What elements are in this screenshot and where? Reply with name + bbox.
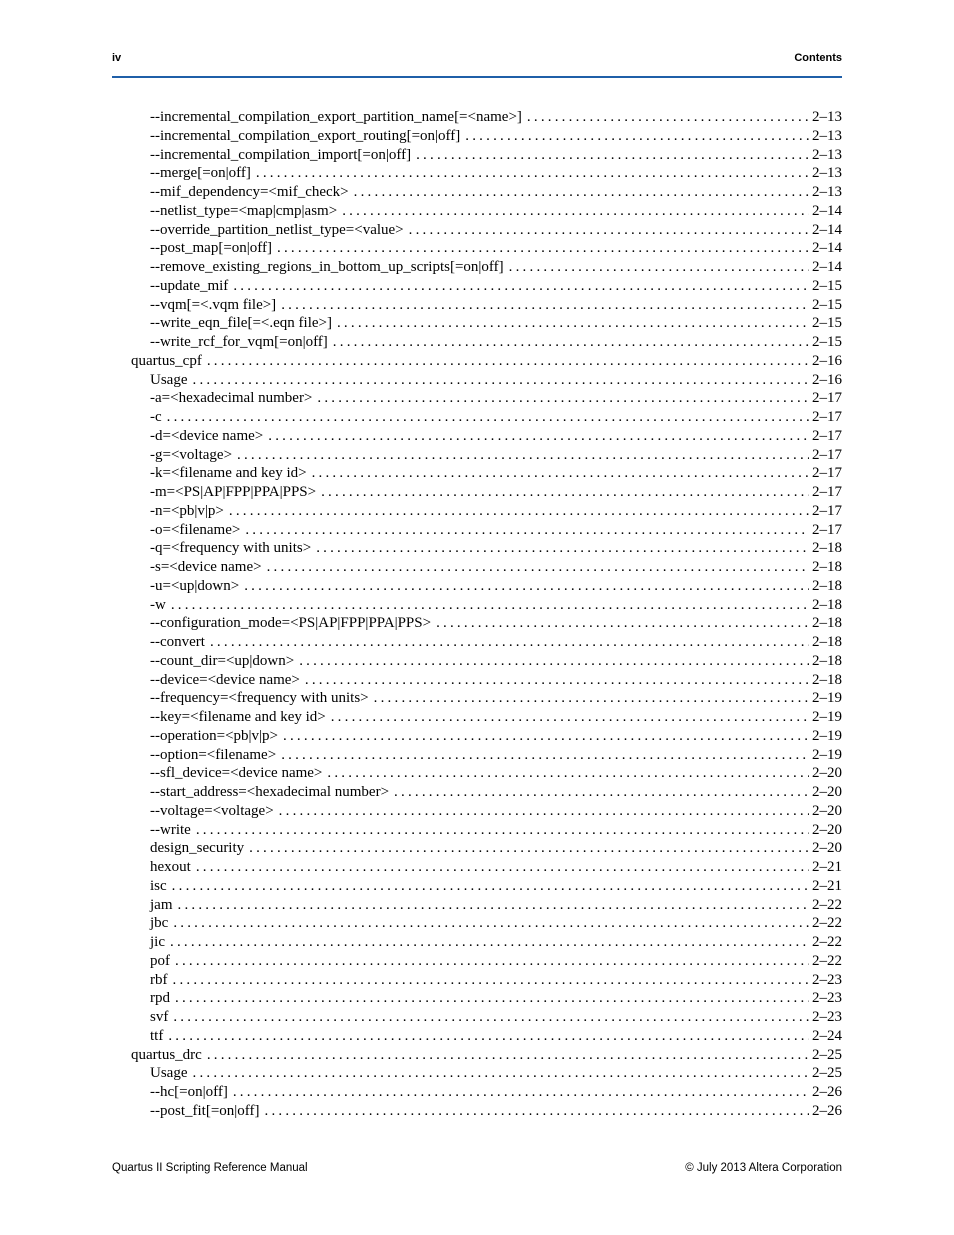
toc-entry[interactable] [112, 1102, 842, 1121]
toc-leader-dots [173, 1008, 809, 1027]
toc-entry-label: -c [150, 409, 162, 425]
toc-entry[interactable] [112, 727, 842, 746]
toc-entry-page: 2–19 [812, 709, 842, 725]
toc-entry[interactable] [112, 389, 842, 408]
toc-leader-dots [281, 296, 809, 315]
toc-leader-dots [170, 933, 809, 952]
toc-entry-label: --incremental_compilation_import[=on|off] [150, 146, 412, 163]
toc-leader-dots [256, 164, 809, 183]
toc-leader-dots [245, 521, 809, 540]
toc-entry-page: 2–18 [812, 615, 842, 632]
toc-entry[interactable] [112, 839, 842, 858]
toc-entry-label: --operation=<pb|v|p> [150, 727, 279, 744]
toc-entry-label: -a=<hexadecimal number> [150, 390, 313, 407]
toc-entry-label: --merge[=on|off] [150, 165, 251, 182]
toc-entry-label: --incremental_compilation_export_partition_name[=<name>] [150, 109, 522, 125]
toc-leader-dots [354, 183, 809, 202]
page-header [112, 52, 842, 68]
toc-leader-dots [277, 239, 809, 258]
toc-entry-page: 2–18 [812, 559, 842, 575]
toc-entry-label: --option=<filename> [150, 746, 277, 763]
toc-entry-label: --start_address=<hexadecimal number> [150, 784, 390, 800]
toc-entry[interactable] [112, 333, 842, 352]
toc-entry-label: --device=<device name> [150, 671, 300, 688]
toc-entry-page: 2–17 [812, 465, 842, 482]
toc-entry[interactable] [112, 1046, 842, 1065]
toc-leader-dots [193, 1064, 810, 1083]
toc-leader-dots [312, 464, 809, 483]
toc-entry-label: -s=<device name> [150, 559, 262, 575]
toc-entry-page: 2–13 [812, 127, 842, 144]
toc-entry-page: 2–25 [812, 1065, 842, 1082]
toc-leader-dots [196, 858, 809, 877]
toc-entry-page: 2–16 [812, 371, 842, 388]
toc-leader-dots [527, 108, 809, 127]
toc-entry-label: --voltage=<voltage> [150, 802, 274, 819]
page-footer [112, 1162, 842, 1178]
toc-entry-page: 2–20 [812, 784, 842, 800]
toc-entry-page: 2–20 [812, 840, 842, 857]
toc-entry-label: jbc [150, 915, 169, 932]
toc-entry[interactable] [112, 858, 842, 877]
toc-leader-dots [317, 389, 809, 408]
toc-entry-label: -d=<device name> [150, 427, 264, 444]
toc-entry-page: 2–15 [812, 315, 842, 332]
toc-leader-dots [244, 577, 809, 596]
toc-entry-label: svf [150, 1009, 169, 1025]
toc-leader-dots [321, 483, 809, 502]
toc-leader-dots [173, 971, 810, 990]
toc-entry-label: --sfl_device=<device name> [150, 765, 323, 782]
toc-entry-page: 2–23 [812, 971, 842, 988]
toc-entry-label: rbf [150, 971, 168, 988]
toc-entry-page: 2–23 [812, 1009, 842, 1025]
toc-entry[interactable] [112, 596, 842, 615]
toc-entry-label: quartus_cpf [131, 352, 202, 369]
toc-entry-label: --netlist_type=<map|cmp|asm> [150, 202, 338, 219]
toc-entry-label: quartus_drc [131, 1046, 202, 1063]
toc-entry[interactable] [112, 446, 842, 465]
toc-entry-label: -w [150, 596, 166, 613]
toc-entry-label: Usage [150, 1065, 188, 1082]
toc-entry-page: 2–22 [812, 915, 842, 932]
toc-entry-label: --write_eqn_file[=<.eqn file>] [150, 315, 332, 332]
toc-entry[interactable] [112, 258, 842, 277]
toc-leader-dots [465, 127, 809, 146]
toc-entry-page: 2–18 [812, 596, 842, 613]
toc-entry-page: 2–14 [812, 221, 842, 238]
toc-entry-label: -u=<up|down> [150, 577, 240, 594]
toc-leader-dots [249, 839, 809, 858]
toc-leader-dots [342, 202, 809, 221]
toc-entry[interactable] [112, 708, 842, 727]
toc-leader-dots [207, 1046, 809, 1065]
toc-entry[interactable] [112, 633, 842, 652]
toc-entry[interactable] [112, 1064, 842, 1083]
toc-leader-dots [233, 1083, 809, 1102]
toc-leader-dots [268, 427, 809, 446]
toc-entry-page: 2–21 [812, 859, 842, 875]
toc-entry[interactable] [112, 1008, 842, 1027]
toc-leader-dots [173, 914, 809, 933]
toc-entry[interactable] [112, 558, 842, 577]
toc-entry[interactable] [112, 952, 842, 971]
toc-entry-page: 2–16 [812, 352, 842, 369]
table-of-contents [112, 108, 842, 1121]
toc-entry-page: 2–19 [812, 746, 842, 763]
toc-entry-label: pof [150, 952, 170, 969]
toc-entry-label: --write [150, 821, 191, 838]
toc-entry-label: --write_rcf_for_vqm[=on|off] [150, 334, 328, 350]
toc-entry-page: 2–26 [812, 1102, 842, 1119]
toc-entry[interactable] [112, 183, 842, 202]
toc-leader-dots [327, 764, 809, 783]
toc-entry[interactable] [112, 221, 842, 240]
toc-leader-dots [168, 1027, 809, 1046]
toc-entry-page: 2–26 [812, 1084, 842, 1100]
toc-leader-dots [193, 371, 810, 390]
toc-leader-dots [316, 539, 809, 558]
toc-entry-page: 2–20 [812, 802, 842, 819]
toc-entry[interactable] [112, 521, 842, 540]
toc-entry-label: --incremental_compilation_export_routing[=on|off] [150, 127, 461, 144]
toc-entry-label: --convert [150, 634, 205, 650]
toc-entry[interactable] [112, 483, 842, 502]
footer-copyright: © July 2013 Altera Corporation [685, 1162, 842, 1174]
toc-entry[interactable] [112, 427, 842, 446]
toc-leader-dots [374, 689, 809, 708]
toc-leader-dots [509, 258, 809, 277]
toc-entry-page: 2–19 [812, 690, 842, 707]
toc-entry[interactable] [112, 896, 842, 915]
toc-entry-page: 2–21 [812, 877, 842, 894]
toc-entry-label: isc [150, 877, 167, 894]
toc-entry[interactable] [112, 989, 842, 1008]
toc-entry-label: jam [150, 896, 173, 913]
toc-entry-page: 2–24 [812, 1027, 842, 1044]
toc-entry-label: --configuration_mode=<PS|AP|FPP|PPA|PPS> [150, 615, 432, 632]
toc-leader-dots [281, 746, 809, 765]
toc-leader-dots [279, 802, 809, 821]
toc-entry[interactable] [112, 352, 842, 371]
toc-leader-dots [394, 783, 809, 802]
toc-entry-page: 2–25 [812, 1046, 842, 1063]
toc-leader-dots [267, 558, 809, 577]
toc-leader-dots [436, 614, 809, 633]
toc-entry-page: 2–13 [812, 165, 842, 182]
toc-entry[interactable] [112, 1027, 842, 1046]
toc-entry-label: --mif_dependency=<mif_check> [150, 184, 349, 200]
toc-entry-page: 2–15 [812, 296, 842, 313]
toc-entry-label: -m=<PS|AP|FPP|PPA|PPS> [150, 484, 317, 500]
footer-manual-title: Quartus II Scripting Reference Manual [112, 1162, 308, 1174]
toc-entry[interactable] [112, 296, 842, 315]
toc-entry-page: 2–13 [812, 109, 842, 125]
toc-leader-dots [178, 896, 810, 915]
toc-entry[interactable] [112, 671, 842, 690]
toc-entry[interactable] [112, 502, 842, 521]
toc-entry-page: 2–17 [812, 521, 842, 538]
toc-entry-label: --hc[=on|off] [150, 1084, 228, 1100]
toc-entry-page: 2–18 [812, 577, 842, 594]
toc-entry[interactable] [112, 783, 842, 802]
toc-entry-page: 2–17 [812, 390, 842, 407]
toc-leader-dots [299, 652, 809, 671]
toc-entry-page: 2–23 [812, 990, 842, 1007]
toc-entry-label: --remove_existing_regions_in_bottom_up_scripts[=on|off] [150, 259, 504, 275]
toc-leader-dots [265, 1102, 810, 1121]
toc-entry-label: --post_map[=on|off] [150, 240, 272, 257]
toc-entry[interactable] [112, 277, 842, 296]
toc-leader-dots [175, 989, 809, 1008]
toc-leader-dots [210, 633, 809, 652]
toc-entry-page: 2–18 [812, 652, 842, 669]
toc-entry-label: -o=<filename> [150, 521, 241, 538]
toc-entry-label: --key=<filename and key id> [150, 709, 326, 725]
toc-entry-label: -g=<voltage> [150, 446, 233, 463]
toc-entry[interactable] [112, 971, 842, 990]
toc-entry[interactable] [112, 464, 842, 483]
toc-entry-page: 2–14 [812, 259, 842, 275]
toc-leader-dots [409, 221, 809, 240]
toc-entry[interactable] [112, 877, 842, 896]
toc-entry[interactable] [112, 689, 842, 708]
toc-leader-dots [305, 671, 809, 690]
toc-entry-page: 2–14 [812, 202, 842, 219]
toc-entry[interactable] [112, 314, 842, 333]
toc-entry[interactable] [112, 652, 842, 671]
toc-entry[interactable] [112, 539, 842, 558]
toc-leader-dots [172, 877, 809, 896]
toc-leader-dots [175, 952, 809, 971]
toc-entry-page: 2–15 [812, 334, 842, 350]
toc-leader-dots [331, 708, 809, 727]
toc-entry[interactable] [112, 746, 842, 765]
toc-leader-dots [196, 821, 809, 840]
toc-entry-label: hexout [150, 859, 191, 875]
toc-entry-label: --update_mif [150, 277, 229, 294]
toc-entry-label: -k=<filename and key id> [150, 465, 307, 482]
toc-leader-dots [283, 727, 809, 746]
toc-leader-dots [171, 596, 809, 615]
toc-entry-label: --frequency=<frequency with units> [150, 690, 369, 707]
toc-entry-label: ttf [150, 1027, 164, 1044]
toc-entry-label: --vqm[=<.vqm file>] [150, 296, 277, 313]
toc-entry-label: --post_fit[=on|off] [150, 1102, 260, 1119]
toc-entry-page: 2–20 [812, 821, 842, 838]
toc-entry-label: rpd [150, 990, 170, 1007]
toc-entry-page: 2–18 [812, 634, 842, 650]
toc-entry[interactable] [112, 614, 842, 633]
header-rule [112, 76, 842, 78]
toc-entry[interactable] [112, 202, 842, 221]
toc-entry-page: 2–17 [812, 502, 842, 519]
toc-entry-page: 2–18 [812, 540, 842, 557]
toc-entry-page: 2–17 [812, 484, 842, 500]
toc-entry-page: 2–22 [812, 896, 842, 913]
toc-entry[interactable] [112, 371, 842, 390]
toc-entry[interactable] [112, 577, 842, 596]
toc-entry-label: -q=<frequency with units> [150, 540, 312, 557]
toc-leader-dots [337, 314, 809, 333]
toc-entry[interactable] [112, 764, 842, 783]
toc-entry-page: 2–18 [812, 671, 842, 688]
toc-entry-page: 2–17 [812, 446, 842, 463]
toc-leader-dots [237, 446, 809, 465]
toc-entry-label: design_security [150, 840, 245, 857]
toc-leader-dots [229, 502, 809, 521]
toc-entry-label: --override_partition_netlist_type=<value> [150, 221, 404, 238]
toc-entry-page: 2–22 [812, 934, 842, 950]
toc-entry-page: 2–15 [812, 277, 842, 294]
toc-entry[interactable] [112, 802, 842, 821]
toc-entry-page: 2–17 [812, 427, 842, 444]
page-number: iv [112, 52, 122, 64]
toc-leader-dots [167, 408, 809, 427]
toc-leader-dots [416, 146, 809, 165]
toc-leader-dots [233, 277, 809, 296]
toc-entry[interactable] [112, 127, 842, 146]
toc-entry-label: jic [150, 934, 165, 950]
section-title: Contents [794, 52, 842, 64]
toc-entry-page: 2–20 [812, 765, 842, 782]
toc-leader-dots [333, 333, 809, 352]
toc-entry[interactable] [112, 408, 842, 427]
toc-entry[interactable] [112, 1083, 842, 1102]
toc-entry-page: 2–14 [812, 240, 842, 257]
toc-entry[interactable] [112, 239, 842, 258]
toc-entry[interactable] [112, 933, 842, 952]
toc-entry[interactable] [112, 146, 842, 165]
toc-entry-label: Usage [150, 371, 188, 388]
toc-entry-page: 2–19 [812, 727, 842, 744]
toc-entry-page: 2–22 [812, 952, 842, 969]
toc-entry-label: --count_dir=<up|down> [150, 652, 295, 669]
toc-entry[interactable] [112, 821, 842, 840]
toc-entry-page: 2–13 [812, 146, 842, 163]
toc-entry-page: 2–17 [812, 409, 842, 425]
toc-entry[interactable] [112, 108, 842, 127]
toc-leader-dots [207, 352, 809, 371]
toc-entry-page: 2–13 [812, 184, 842, 200]
toc-entry-label: -n=<pb|v|p> [150, 502, 224, 519]
toc-entry[interactable] [112, 914, 842, 933]
toc-entry[interactable] [112, 164, 842, 183]
